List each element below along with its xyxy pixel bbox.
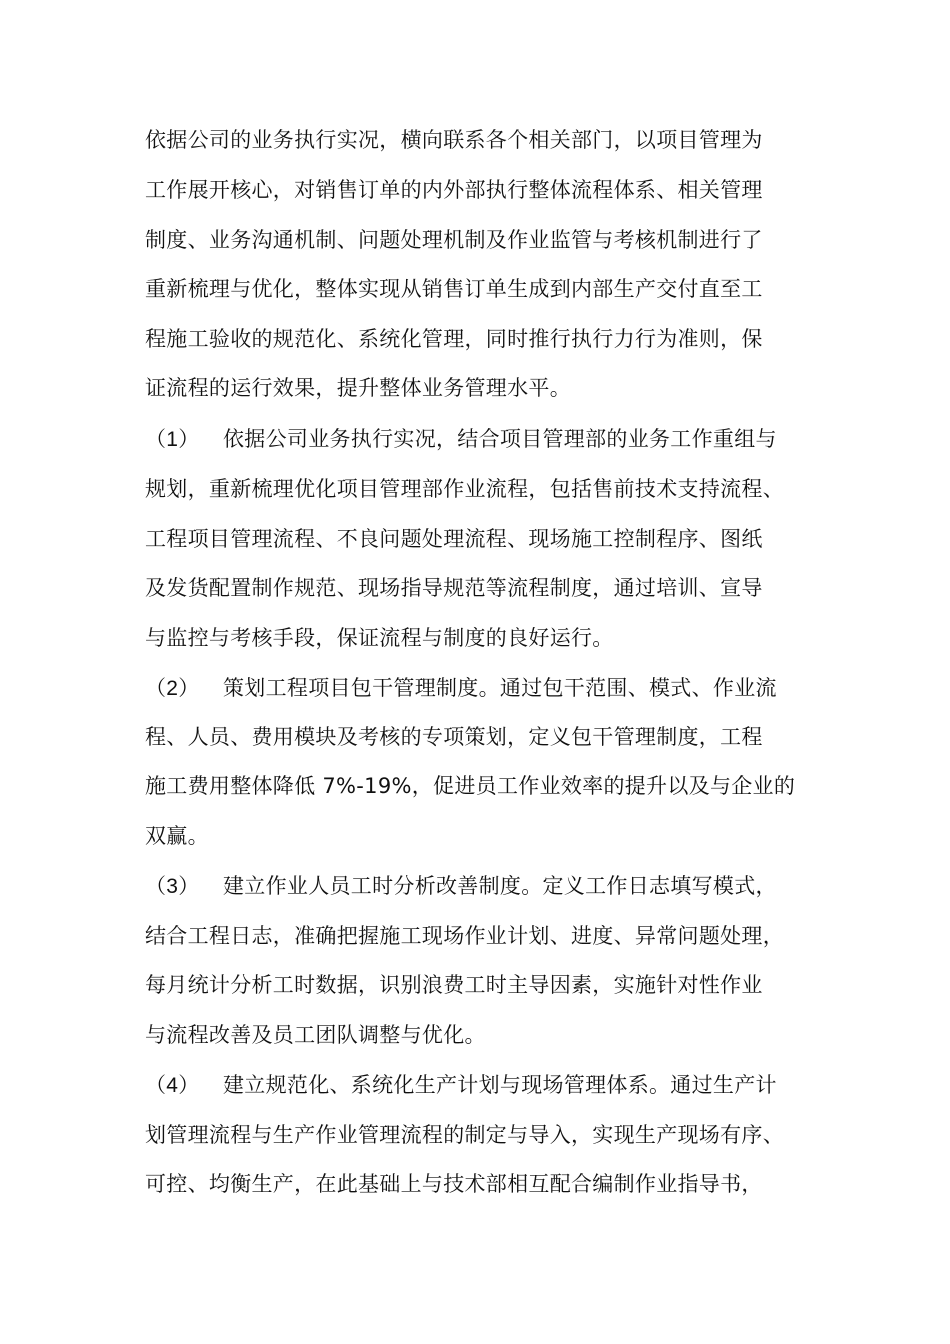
line-text: 建立规范化、系统化生产计划与现场管理体系。通过生产计 bbox=[223, 1073, 777, 1097]
list-item-1-line bbox=[145, 424, 777, 454]
paragraph-line bbox=[145, 1120, 784, 1150]
paragraph-line bbox=[145, 821, 209, 851]
list-number: （3） bbox=[145, 875, 200, 898]
line-text: 与流程改善及员工团队调整与优化。 bbox=[145, 1023, 486, 1047]
line-text: 工程项目管理流程、不良问题处理流程、现场施工控制程序、图纸 bbox=[145, 527, 763, 551]
paragraph-line bbox=[145, 474, 784, 504]
line-text: 施工费用整体降低 7%-19%，促进员工作业效率的提升以及与企业的 bbox=[145, 774, 796, 798]
line-text: 可控、均衡生产，在此基础上与技术部相互配合编制作业指导书， bbox=[145, 1172, 763, 1196]
list-item-3-line bbox=[145, 871, 777, 901]
list-item-2-line bbox=[145, 673, 777, 703]
line-text: 规划，重新梳理优化项目管理部作业流程，包括售前技术支持流程、 bbox=[145, 477, 784, 501]
line-text: 双赢。 bbox=[145, 824, 209, 848]
line-text: 依据公司业务执行实况，结合项目管理部的业务工作重组与 bbox=[223, 427, 777, 451]
paragraph-line bbox=[145, 373, 571, 403]
line-text: 及发货配置制作规范、现场指导规范等流程制度，通过培训、宣导 bbox=[145, 576, 763, 600]
line-text: 策划工程项目包干管理制度。通过包干范围、模式、作业流 bbox=[223, 676, 777, 700]
line-text: 程施工验收的规范化、系统化管理，同时推行执行力行为准则，保 bbox=[145, 327, 763, 351]
paragraph-line bbox=[145, 771, 795, 801]
line-text: 工作展开核心，对销售订单的内外部执行整体流程体系、相关管理 bbox=[145, 178, 763, 202]
paragraph-line bbox=[145, 1169, 763, 1199]
paragraph-line bbox=[145, 324, 763, 354]
line-text: 结合工程日志，准确把握施工现场作业计划、进度、异常问题处理， bbox=[145, 924, 784, 948]
list-item-4-line bbox=[145, 1070, 777, 1100]
line-text: 程、人员、费用模块及考核的专项策划，定义包干管理制度，工程 bbox=[145, 725, 763, 749]
paragraph-line bbox=[145, 722, 763, 752]
paragraph-line bbox=[145, 970, 763, 1000]
line-text: 与监控与考核手段，保证流程与制度的良好运行。 bbox=[145, 626, 614, 650]
line-text: 依据公司的业务执行实况，横向联系各个相关部门，以项目管理为 bbox=[145, 128, 763, 152]
paragraph-line bbox=[145, 921, 784, 951]
paragraph-line bbox=[145, 274, 763, 304]
list-number: （4） bbox=[145, 1074, 200, 1097]
line-text: 制度、业务沟通机制、问题处理机制及作业监管与考核机制进行了 bbox=[145, 228, 763, 252]
paragraph-line bbox=[145, 175, 763, 205]
paragraph-line bbox=[145, 125, 763, 155]
paragraph-line bbox=[145, 225, 763, 255]
line-text: 每月统计分析工时数据，识别浪费工时主导因素，实施针对性作业 bbox=[145, 973, 763, 997]
line-text: 证流程的运行效果，提升整体业务管理水平。 bbox=[145, 376, 571, 400]
paragraph-line bbox=[145, 573, 763, 603]
paragraph-line bbox=[145, 524, 763, 554]
paragraph-line bbox=[145, 1020, 486, 1050]
line-text: 划管理流程与生产作业管理流程的制定与导入，实现生产现场有序、 bbox=[145, 1123, 784, 1147]
paragraph-line bbox=[145, 623, 614, 653]
line-text: 重新梳理与优化，整体实现从销售订单生成到内部生产交付直至工 bbox=[145, 277, 763, 301]
list-number: （2） bbox=[145, 677, 200, 700]
list-number: （1） bbox=[145, 428, 200, 451]
line-text: 建立作业人员工时分析改善制度。定义工作日志填写模式， bbox=[223, 874, 777, 898]
